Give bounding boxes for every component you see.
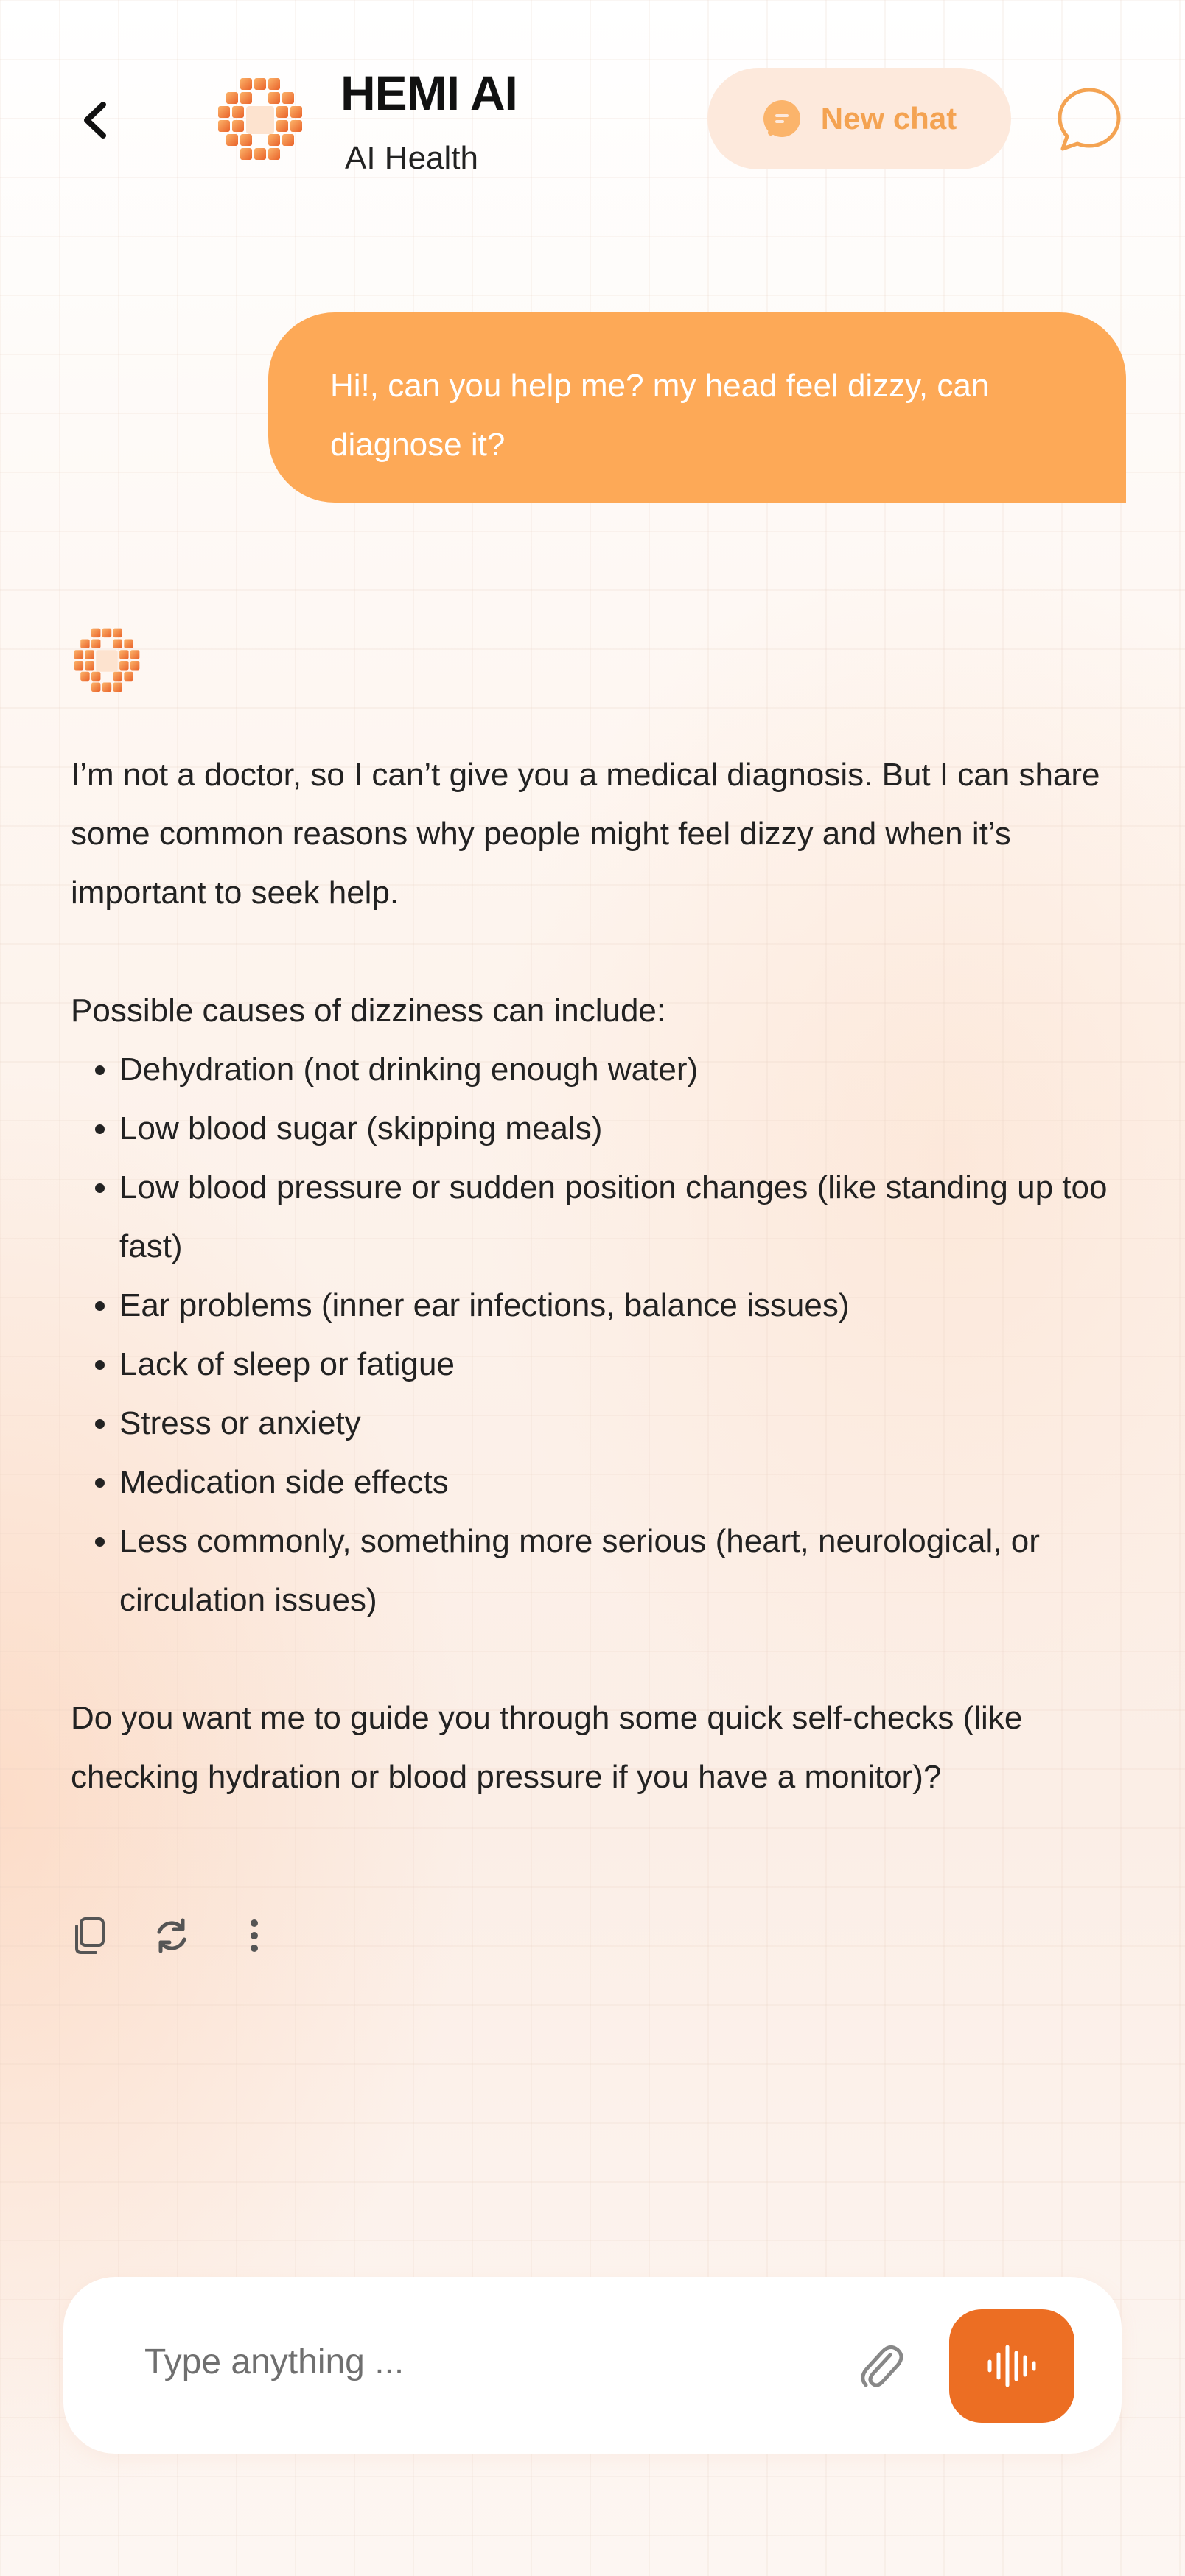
assistant-intro: I’m not a doctor, so I can’t give you a medical diagnosis. But I can share some common reasons why people might feel dizzy and when it’s important to seek help. [71, 757, 1100, 911]
list-item: • Medication side effects [119, 1453, 1117, 1512]
voice-input-button[interactable] [949, 2309, 1074, 2423]
user-message-text: Hi!, can you help me? my head feel dizzy, can diagnose it? [330, 368, 990, 463]
copy-icon[interactable] [68, 1914, 111, 1957]
voice-wave-icon [982, 2337, 1041, 2395]
assistant-message [71, 746, 1117, 1807]
app-logo [214, 74, 307, 167]
chevron-left-icon [71, 94, 122, 146]
app-title: HEMI AI [340, 66, 517, 120]
message-composer [63, 2277, 1122, 2454]
list-item: • Ear problems (inner ear infections, balance issues) [119, 1276, 1117, 1335]
chat-bubble-icon [1055, 85, 1123, 153]
list-item: • Low blood pressure or sudden position changes (like standing up too fast) [119, 1158, 1117, 1276]
message-actions [68, 1914, 276, 1957]
causes-heading: Possible causes of dizziness can include: [71, 993, 666, 1029]
user-message-bubble [268, 312, 1126, 503]
new-chat-label: New chat [820, 101, 957, 136]
app-subtitle: AI Health [345, 140, 478, 176]
list-item: • Lack of sleep or fatigue [119, 1335, 1117, 1394]
assistant-closing: Do you want me to guide you through some quick self-checks (like checking hydration or blood pressure if you have a monitor)? [71, 1700, 1023, 1795]
logo-icon [214, 74, 307, 167]
refresh-icon[interactable] [150, 1914, 193, 1957]
causes-list [71, 1040, 1117, 1630]
list-item: • Dehydration (not drinking enough water) [119, 1040, 1117, 1099]
logo-icon [71, 625, 143, 697]
more-vertical-icon[interactable] [233, 1914, 276, 1957]
chat-history-button[interactable] [1055, 85, 1123, 153]
message-dots-icon [762, 99, 802, 139]
assistant-avatar [71, 625, 143, 697]
list-item: • Less commonly, something more serious (heart, neurological, or circulation issues) [119, 1512, 1117, 1630]
back-button[interactable] [71, 94, 122, 146]
new-chat-button[interactable] [707, 68, 1011, 169]
list-item: • Stress or anxiety [119, 1394, 1117, 1453]
list-item: • Low blood sugar (skipping meals) [119, 1099, 1117, 1158]
paperclip-icon[interactable] [852, 2337, 909, 2395]
message-input[interactable]: Type anything ... [144, 2342, 405, 2381]
